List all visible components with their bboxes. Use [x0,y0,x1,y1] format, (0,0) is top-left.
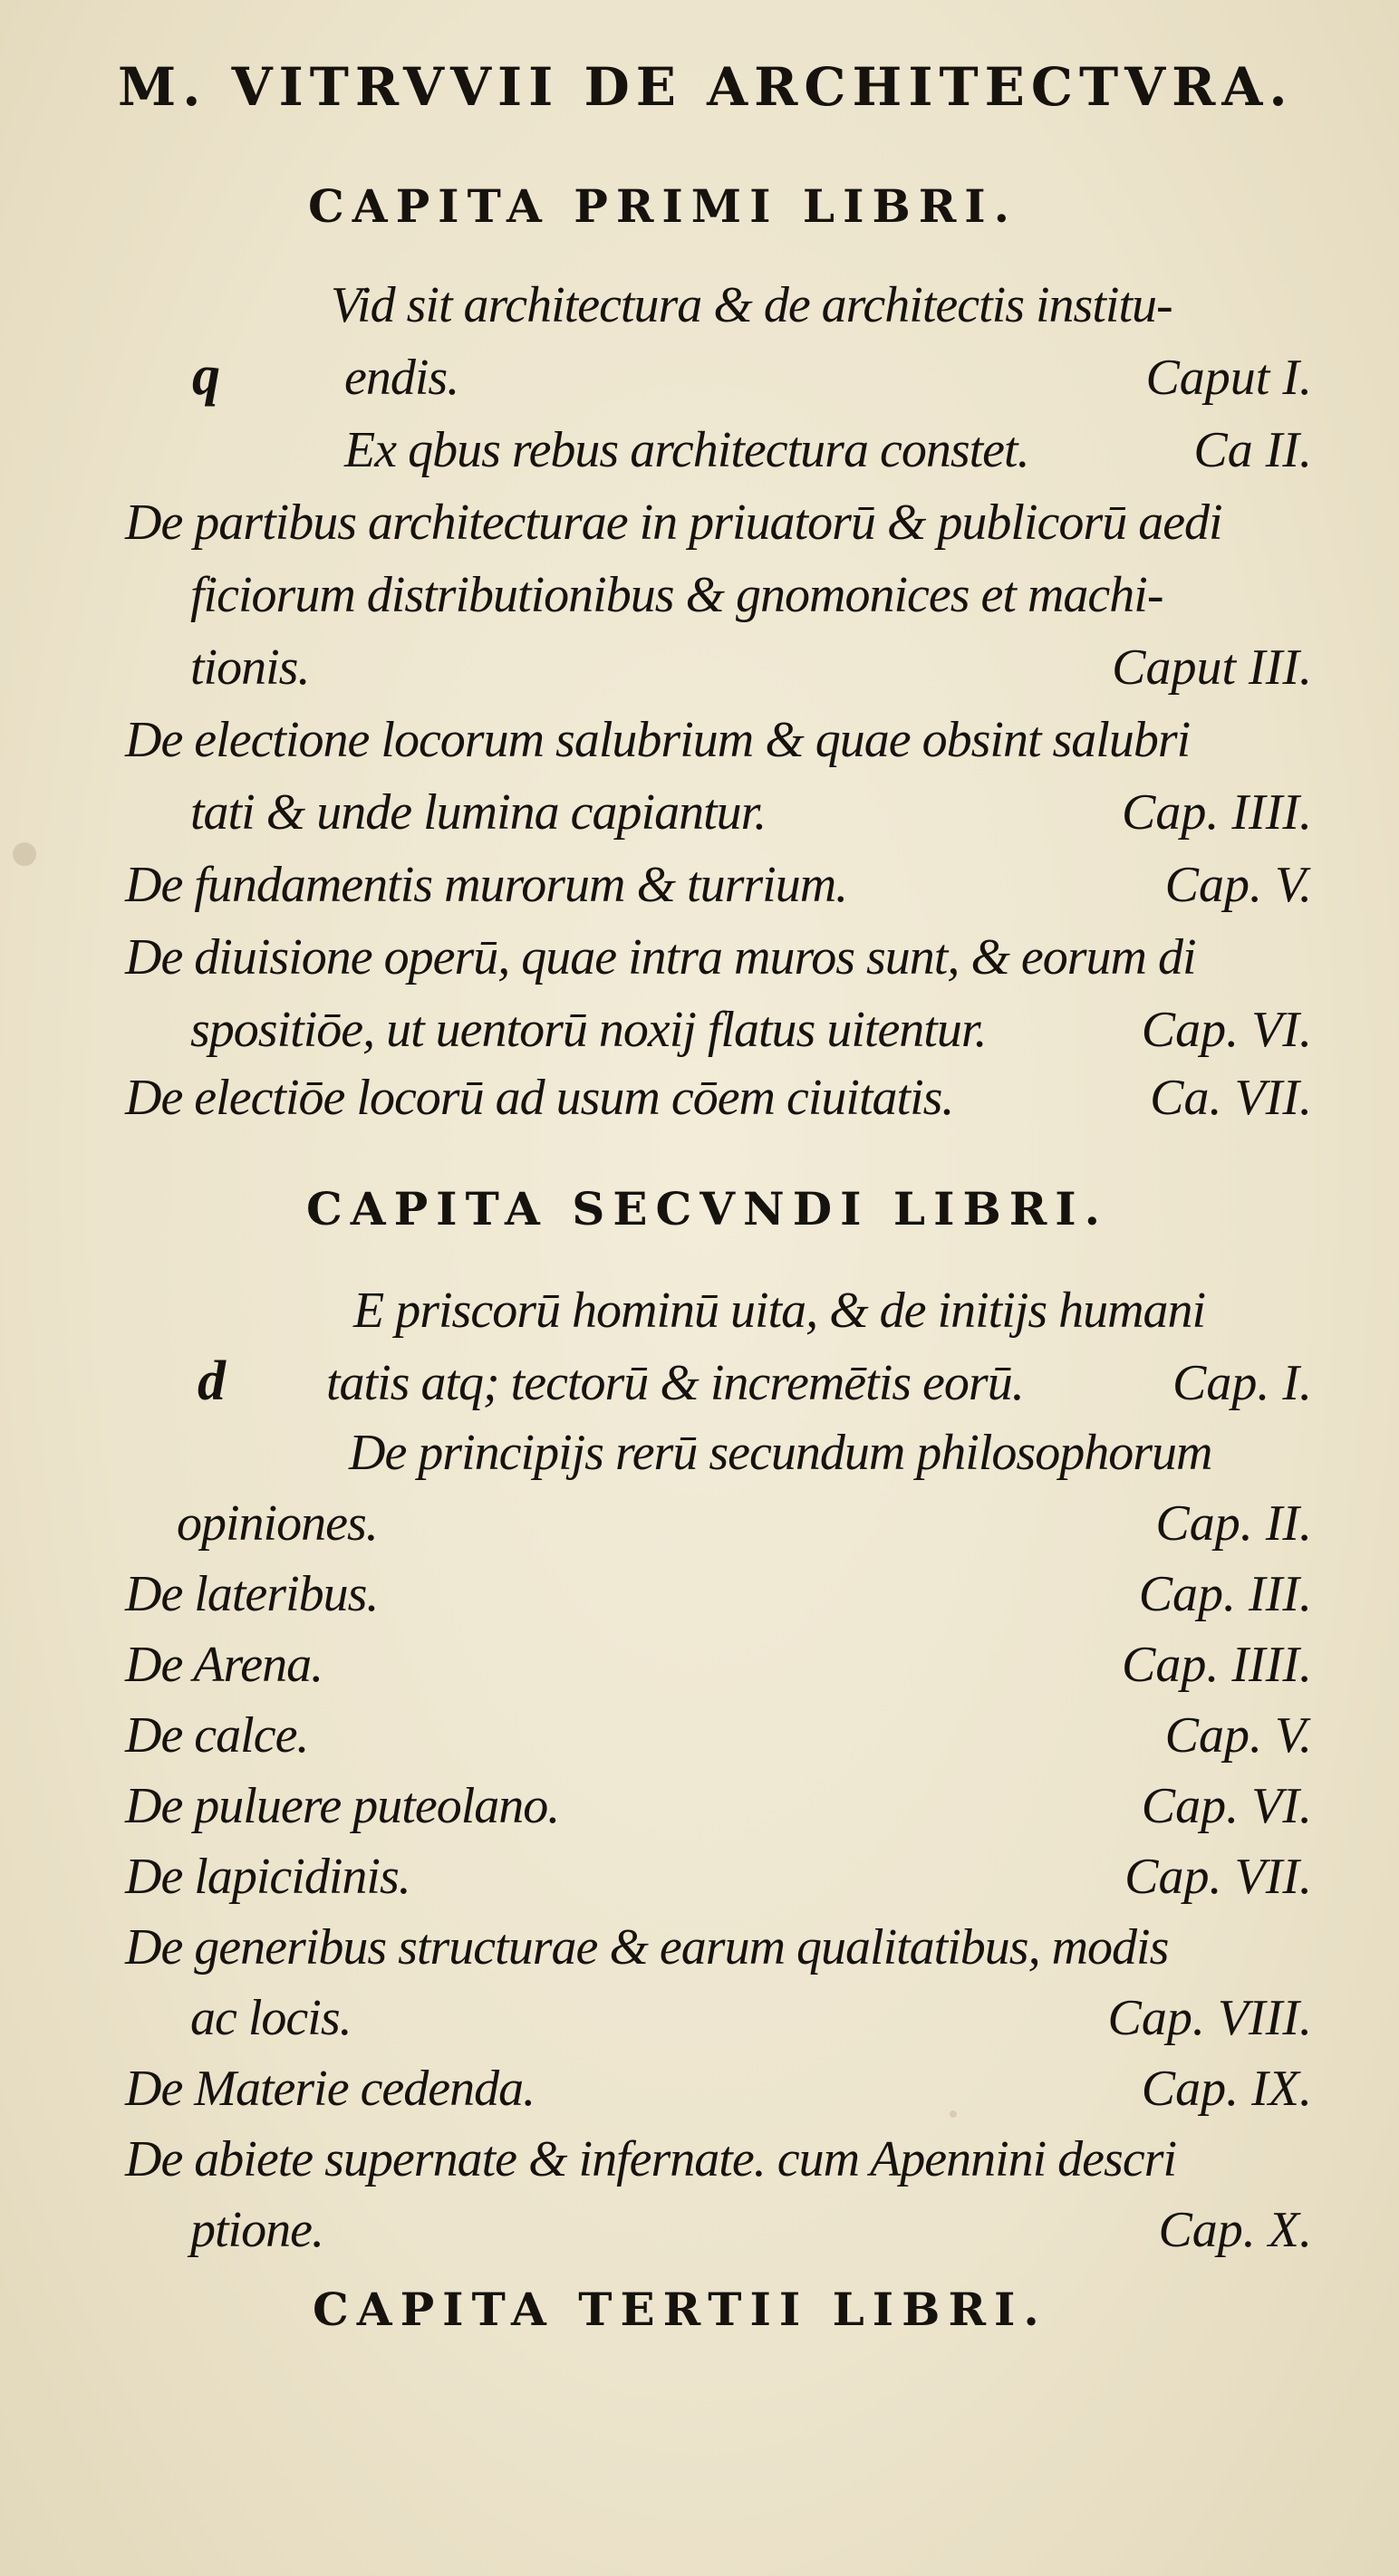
toc-entry-line: tionis. [190,639,310,696]
toc-entry-line: De Materie cedenda. [125,2061,535,2117]
chapter-label: Cap. VI. [1141,1778,1312,1834]
chapter-label: Cap. V. [1164,1707,1312,1764]
chapter-label: Cap. I. [1172,1355,1312,1411]
toc-entry-line: De electiōe locorū ad usum cōem ciuitatis. [125,1070,954,1126]
toc-entry-line: spositiōe, ut uentorū noxij flatus uitentur. [190,1002,987,1058]
chapter-label: Ca. VII. [1150,1070,1312,1126]
toc-entry-line: De abiete supernate & infernate. cum Apennini descri [125,2131,1177,2187]
chapter-label: Cap. X. [1158,2202,1312,2258]
running-head: M. VITRVVII DE ARCHITECTVRA. [118,56,1294,118]
chapter-label: Cap. IX. [1141,2061,1312,2117]
toc-entry-line: De calce. [125,1707,309,1764]
toc-entry-line: endis. [344,350,459,406]
toc-entry-line: De lapicidinis. [125,1849,410,1905]
toc-entry-line: De diuisione operū, quae intra muros sunt, & eorum di [125,929,1196,985]
toc-entry-line: opiniones. [177,1495,378,1552]
paper-stain [950,2110,957,2118]
toc-entry-line: De puluere puteolano. [125,1778,560,1834]
section-heading-secundi: CAPITA SECVNDI LIBRI. [306,1182,1109,1235]
toc-entry-line: De fundamentis murorum & turrium. [125,857,848,913]
chapter-label: Cap. IIII. [1122,784,1312,841]
toc-entry-line: ficiorum distributionibus & gnomonices et machi- [190,567,1163,623]
toc-entry-line: De lateribus. [125,1566,379,1622]
toc-entry-line: De partibus architecturae in priuatorū & publicorū aedi [125,495,1222,551]
toc-entry-line: tati & unde lumina capiantur. [190,784,767,841]
toc-entry-line: ac locis. [190,1990,352,2046]
toc-entry-line: E priscorū hominū uita, & de initijs humani [353,1283,1206,1339]
chapter-label: Cap. IIII. [1122,1637,1312,1693]
toc-entry-line: De Arena. [125,1637,323,1693]
toc-entry-line: tatis atq; tectorū & incremētis eorū. [326,1355,1024,1411]
toc-entry-line: De principijs rerū secundum philosophorum [349,1425,1212,1481]
toc-entry-line: ptione. [190,2202,323,2258]
chapter-label: Ca II. [1193,422,1312,478]
toc-entry-line: De electione locorum salubrium & quae obsint salubri [125,712,1191,768]
chapter-label: Caput III. [1112,639,1312,696]
toc-entry-line: Vid sit architectura & de architectis institu- [331,277,1172,333]
section-heading-primi: CAPITA PRIMI LIBRI. [308,179,1018,233]
chapter-label: Cap. V. [1164,857,1312,913]
guide-letter: d [198,1350,226,1412]
chapter-label: Cap. VIII. [1107,1990,1312,2046]
paper-stain [13,842,36,866]
toc-entry-line: Ex qbus rebus architectura constet. [344,422,1029,478]
guide-letter: q [192,345,220,407]
toc-entry-line: De generibus structurae & earum qualitatibus, modis [125,1919,1169,1975]
section-heading-tertii: CAPITA TERTII LIBRI. [313,2283,1047,2336]
chapter-label: Cap. II. [1155,1495,1312,1552]
chapter-label: Caput I. [1145,350,1312,406]
chapter-label: Cap. VI. [1141,1002,1312,1058]
chapter-label: Cap. III. [1138,1566,1312,1622]
chapter-label: Cap. VII. [1124,1849,1312,1905]
